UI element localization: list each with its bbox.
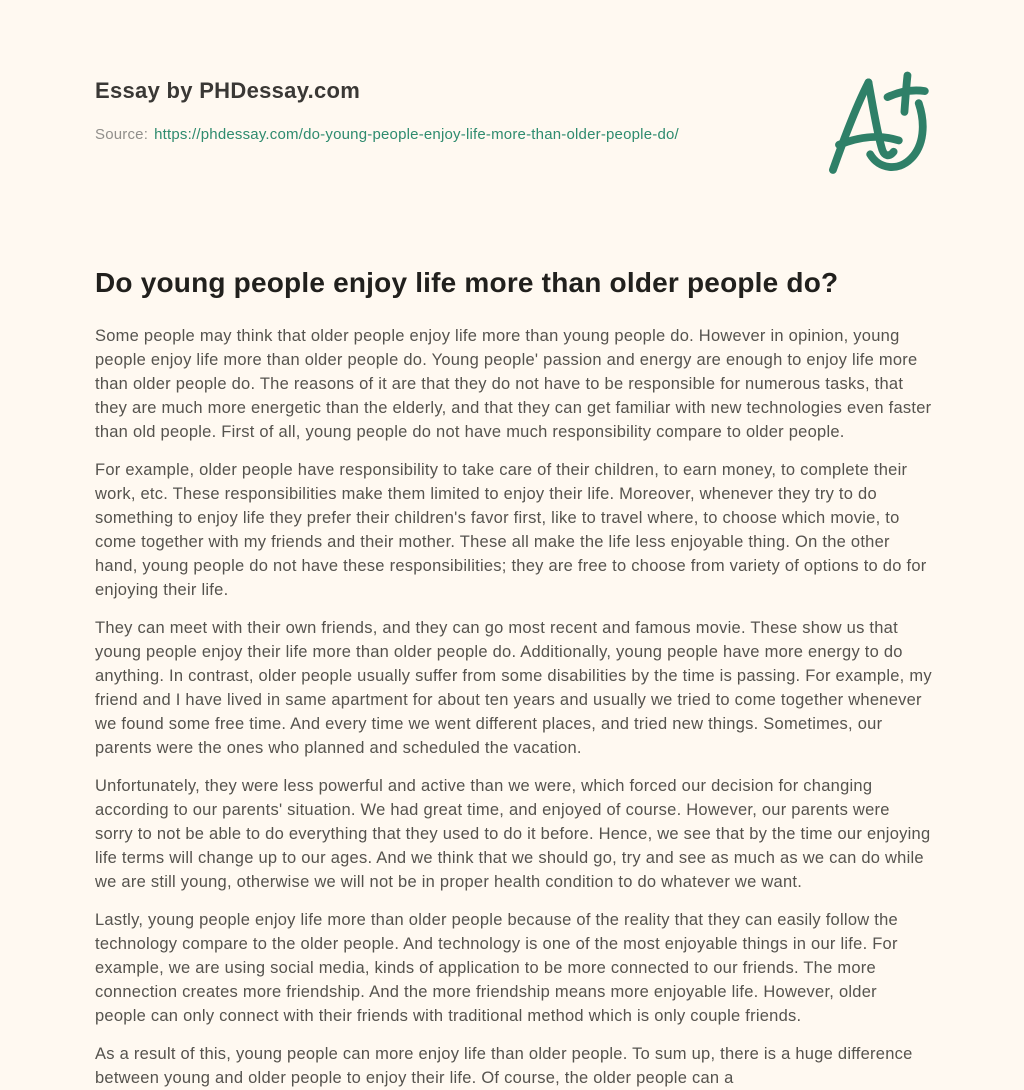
site-title: Essay by PHDessay.com [95,78,361,103]
source-label: Source: [95,126,149,143]
essay-paragraph-4: Unfortunately, they were less powerful and active than we were, which forced our decision for changing according to our parents' situation. We had great time, and enjoyed of course. However, our parents were sorry to not be able to do everything that they used to do it before. Hence, we see that by the time our enjoying life terms will change up to our ages. And we think that we should go, try and see as much as we can do while we are still young, otherwise we will not be in proper health condition to do whatever we want. [95,777,931,891]
source-line [95,124,679,146]
essay-paragraph-1: Some people may think that older people enjoy life more than young people do. However in opinion, young people enjoy life more than older people do. Young people' passion and energy are enough to enjoy life more than older people do. The reasons of it are that they do not have to be responsible for numerous tasks, that they are much more energetic than the elderly, and that they can get familiar with new technologies even faster than old people. First of all, young people do not have much responsibility compare to older people. [95,327,932,441]
essay-paragraph-6: As a result of this, young people can more enjoy life than older people. To sum up, there is a huge difference between young and older people to enjoy their life. Of course, the older people can a [95,1045,913,1087]
phdessay-a-plus-logo-icon [826,68,930,180]
essay-paragraph-2: For example, older people have responsibility to take care of their children, to earn money, to complete their work, etc. These responsibilities make them limited to enjoy their life. Moreover, whenever they try to do something to enjoy life they prefer their children's favor first, like to travel where, to choose which movie, to come together with my friends and their mother. These all make the life less enjoyable thing. On the other hand, young people do not have these responsibilities; they are free to choose from variety of options to do for enjoying their life. [95,461,927,599]
essay-title: Do young people enjoy life more than older people do? [95,267,839,298]
page-header [95,78,932,180]
essay-paragraph-5: Lastly, young people enjoy life more than older people because of the reality that they can easily follow the technology compare to the older people. And technology is one of the most enjoyable things in our life. For example, we are using social media, kinds of application to be more connected to our friends. The more connection creates more friendship. And the more friendship means more enjoyable life. However, older people can only connect with their friends with traditional method which is only couple friends. [95,911,898,1025]
essay-paragraph-3: They can meet with their own friends, and they can go most recent and famous movie. These show us that young people enjoy their life more than older people do. Additionally, young people have more energy to do anything. In contrast, older people usually suffer from some disabilities by the time is passing. For example, my friend and I have lived in same apartment for about ten years and usually we tried to come together whenever we found some free time. And every time we went different places, and tried new things. Sometimes, our parents were the ones who planned and scheduled the vacation. [95,619,932,757]
source-link[interactable]: https://phdessay.com/do-young-people-enjoy-life-more-than-older-people-do/ [154,126,679,143]
header-text-block [95,78,679,146]
essay-body [95,324,932,1090]
